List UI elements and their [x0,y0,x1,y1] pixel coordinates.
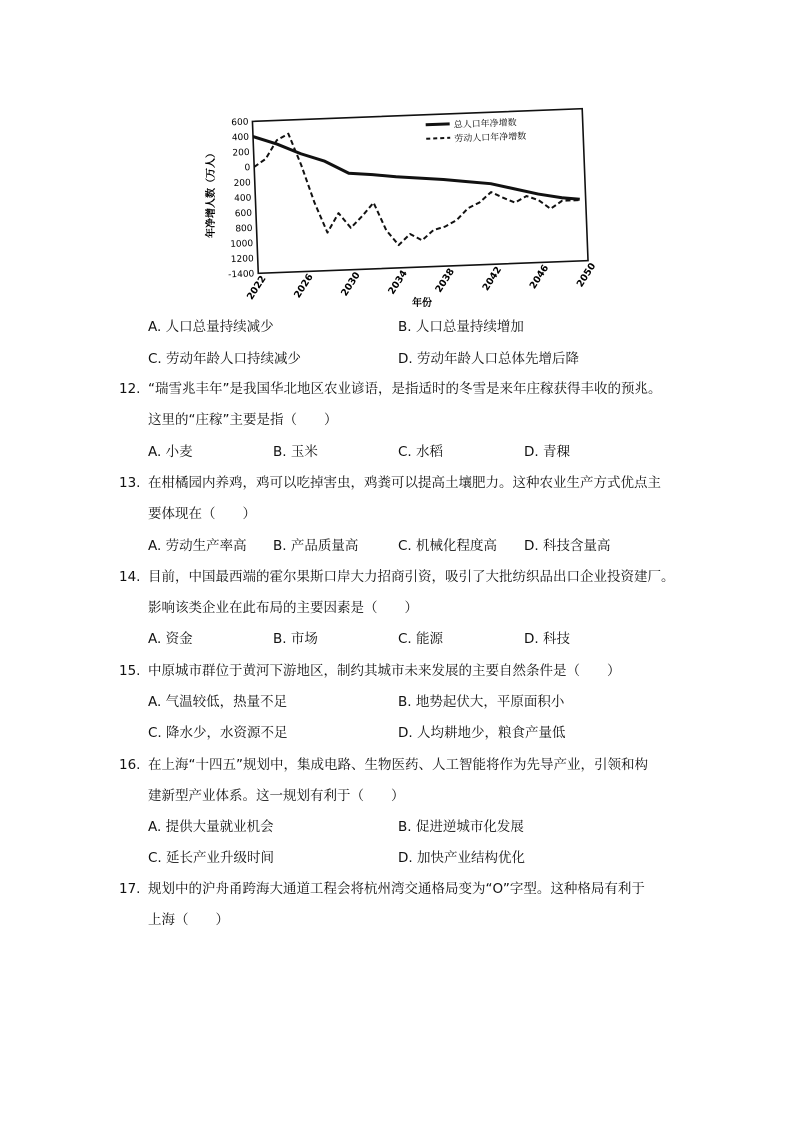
x-tick-label: 2022 [244,273,269,303]
y-tick-label: 400 [231,132,250,144]
q11-option-a[interactable]: A. 人口总量持续减少 [148,319,274,335]
question-number: 15. [119,663,141,679]
y-tick-label: 200 [233,178,252,189]
x-tick-label: 2050 [574,261,599,290]
q13-option-a[interactable]: A. 劳动生产率高 [148,538,247,554]
q15-option-d[interactable]: D. 人均耕地少，粮食产量低 [398,725,566,741]
question-stem-line: 上海（ ） [148,912,229,928]
question-stem-line: “瑞雪兆丰年”是我国华北地区农业谚语，是指适时的冬雪是来年庄稼获得丰收的预兆。 [148,381,662,397]
y-tick-label: 800 [235,223,253,235]
q15-option-a[interactable]: A. 气温较低，热量不足 [148,694,288,710]
question-number: 16. [119,757,141,773]
x-tick-label: 2034 [386,268,410,297]
legend-label-labor: 劳动人口年净增数 [454,131,527,145]
q12-option-a[interactable]: A. 小麦 [148,444,193,460]
question-stem-line: 影响该类企业在此布局的主要因素是（ ） [148,600,418,616]
y-axis-label: 年净增人数（万人） [206,148,217,238]
chart-svg [200,95,620,317]
q11-option-d[interactable]: D. 劳动年龄人口总体先增后降 [398,351,579,367]
x-tick-label: 2030 [339,270,363,299]
question-stem-line: 规划中的沪舟甬跨海大通道工程会将杭州湾交通格局变为“O”字型。这种格局有利于 [148,881,645,897]
q11-option-b[interactable]: B. 人口总量持续增加 [398,319,524,335]
q12-option-b[interactable]: B. 玉米 [273,444,318,460]
q16-option-a[interactable]: A. 提供大量就业机会 [148,819,274,835]
y-tick-label: 600 [234,208,253,220]
q16-option-c[interactable]: C. 延长产业升级时间 [148,850,275,866]
q13-option-c[interactable]: C. 机械化程度高 [398,538,498,554]
y-tick-label: 200 [232,147,250,159]
q14-option-a[interactable]: A. 资金 [148,631,193,647]
y-tick-label: 0 [244,163,251,174]
population-chart [200,95,620,317]
question-stem-line: 建新型产业体系。这一规划有利于（ ） [148,788,405,804]
q14-option-d[interactable]: D. 科技 [524,631,570,647]
question-stem-line: 中原城市群位于黄河下游地区，制约其城市未来发展的主要自然条件是（ ） [148,663,621,679]
question-stem-line: 要体现在（ ） [148,506,256,522]
question-number: 12. [119,381,141,397]
q13-option-b[interactable]: B. 产品质量高 [273,538,359,554]
y-tick-label: 1200 [230,254,254,266]
question-stem-line: 这里的“庄稼”主要是指（ ） [148,412,338,428]
x-tick-label: 2038 [433,266,458,295]
question-stem-line: 在上海“十四五”规划中，集成电路、生物医药、人工智能将作为先导产业，引领和构 [148,757,648,773]
q11-option-c[interactable]: C. 劳动年龄人口持续减少 [148,351,302,367]
q13-option-d[interactable]: D. 科技含量高 [524,538,611,554]
question-number: 17. [119,881,141,897]
x-tick-label: 2026 [292,272,316,301]
question-stem-line: 在柑橘园内养鸡，鸡可以吃掉害虫，鸡粪可以提高土壤肥力。这种农业生产方式优点主 [148,475,661,491]
x-tick-label: 2042 [480,264,505,293]
y-tick-label: -1400 [227,269,255,281]
q14-option-b[interactable]: B. 市场 [273,631,318,647]
x-axis-label: 年份 [412,298,432,309]
legend-solid-swatch [426,124,450,125]
y-tick-label: 600 [231,117,249,129]
q16-option-d[interactable]: D. 加快产业结构优化 [398,850,525,866]
y-tick-label: 1000 [230,239,254,250]
q16-option-b[interactable]: B. 促进逆城市化发展 [398,819,524,835]
q12-option-d[interactable]: D. 青稞 [524,444,570,460]
plot-frame [252,109,588,274]
y-tick-label: 400 [234,193,252,205]
x-tick-label: 2046 [527,262,552,292]
q12-option-c[interactable]: C. 水稻 [398,444,444,460]
question-number: 14. [119,569,141,585]
q14-option-c[interactable]: C. 能源 [398,631,444,647]
question-number: 13. [119,475,141,491]
q15-option-b[interactable]: B. 地势起伏大，平原面积小 [398,694,565,710]
q15-option-c[interactable]: C. 降水少，水资源不足 [148,725,288,741]
legend-label-total: 总人口年净增数 [453,118,517,131]
question-stem-line: 目前，中国最西端的霍尔果斯口岸大力招商引资，吸引了大批纺织品出口企业投资建厂。 [148,569,675,585]
